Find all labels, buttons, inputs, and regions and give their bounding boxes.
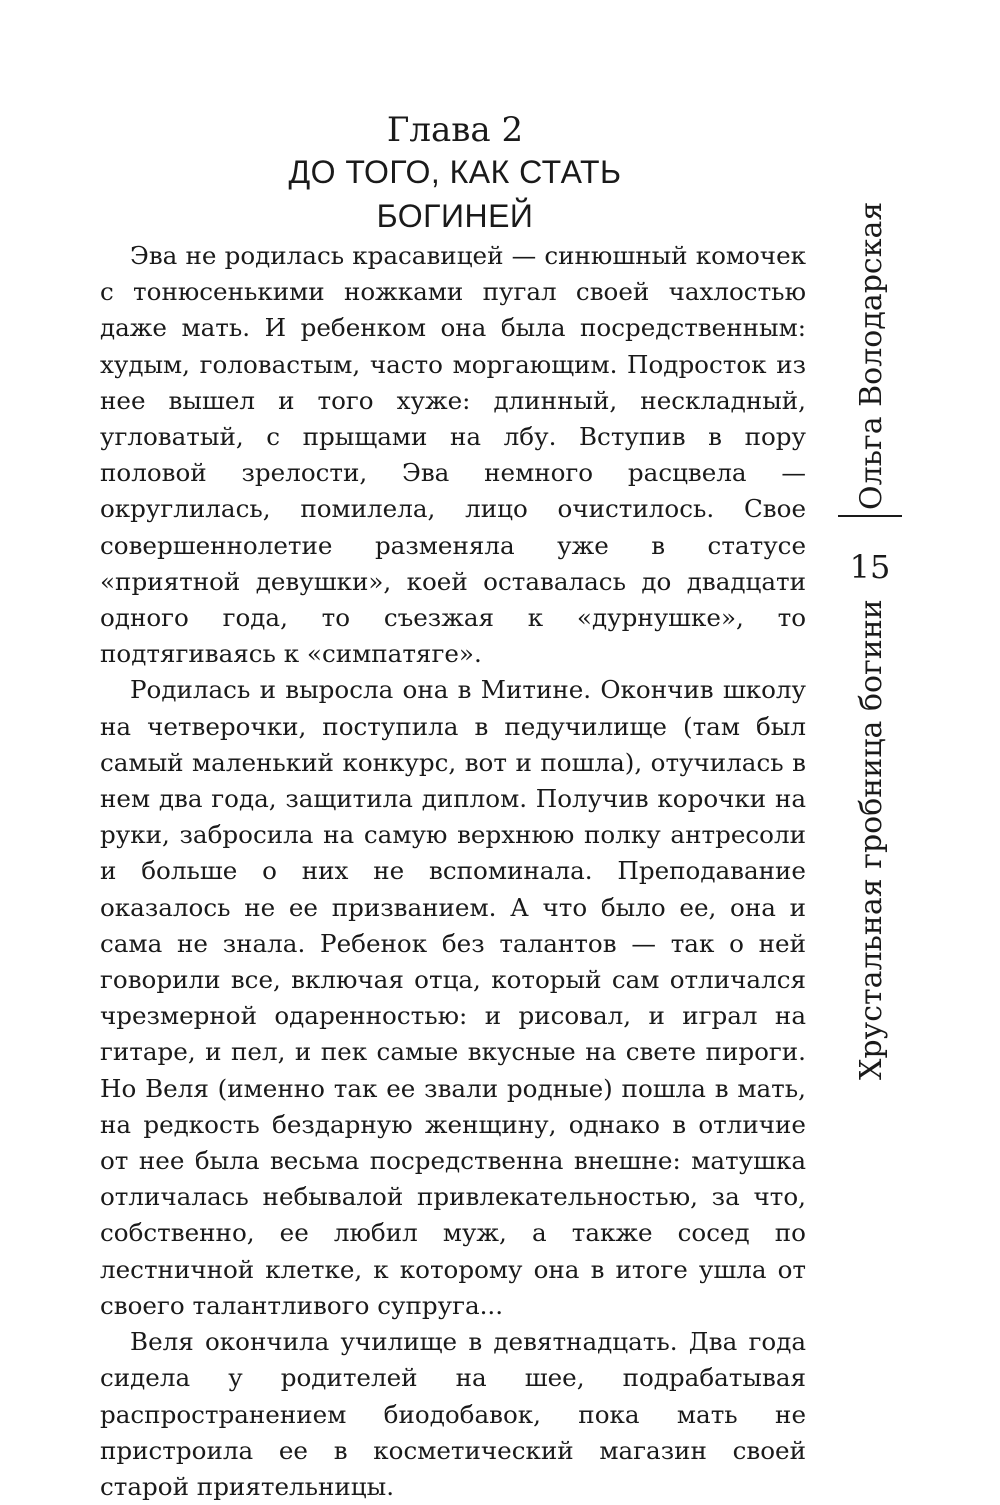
paragraph: Эва не родилась красавицей — синюшный комочек с тонюсенькими ножками пугал своей чахлостью даже мать. И ребенком она была посредственным: худым, головастым, часто моргающим. Подросток из нее вышел и того хуже: длинный, нескладный, угловатый, с прыщами на лбу. Вступив в пору половой зрелости, Эва немного расцвела — округлилась, помилела, лицо очистилось. Свое совершеннолетие разменяла уже в статусе «приятной девушки», коей оставалась до двадцати одного года, то съезжая к «дурнушке», то подтягиваясь к «симпатяге». xyxy=(100,241,806,669)
page-number: 15 xyxy=(849,548,891,586)
paragraph: Родилась и выросла она в Митине. Окончив школу на четверочки, поступила в педучилище (там был самый маленький конкурс, вот и пошла), отучилась в нем два года, защитила диплом. Получив корочки на руки, забросила на самую верхнюю полку антресоли и больше о них не вспоминала. Преподавание оказалось не ее призванием. А что было ее, она и сама не знала. Ребенок без талантов — так о ней говорили все, включая отца, который сам отличался чрезмерной одаренностью: и рисовал, и играл на гитаре, и пел, и пек самые вкусные на свете пироги. Но Веля (именно так ее звали родные) пошла в мать, на редкость бездарную женщину, однако в отличие от нее была весьма посредственна внешне: матушка отличалась небывалой привлекательностью, за что, собственно, ее любил муж, а также сосед по лестничной клетке, к которому она в итоге ушла от своего талантливого супруга... xyxy=(100,675,806,1320)
chapter-title-line-2: БОГИНЕЙ xyxy=(376,198,534,234)
running-head-book-title: Хрустальная гробница богини xyxy=(854,599,889,1080)
chapter-title-line-1: ДО ТОГО, КАК СТАТЬ xyxy=(288,154,622,190)
paragraph: Веля окончила училище в девятнадцать. Два года сидела у родителей на шее, подрабатывая распространением биодобавок, пока мать не пристроила ее в косметический магазин своей старой приятельницы. xyxy=(100,1327,806,1501)
chapter-number: Глава 2 xyxy=(386,110,524,150)
running-head-author: Ольга Володарская xyxy=(854,201,889,510)
chapter-title xyxy=(100,150,810,238)
body-text xyxy=(100,238,806,1505)
running-head xyxy=(838,200,906,1100)
running-head-divider xyxy=(838,515,902,517)
